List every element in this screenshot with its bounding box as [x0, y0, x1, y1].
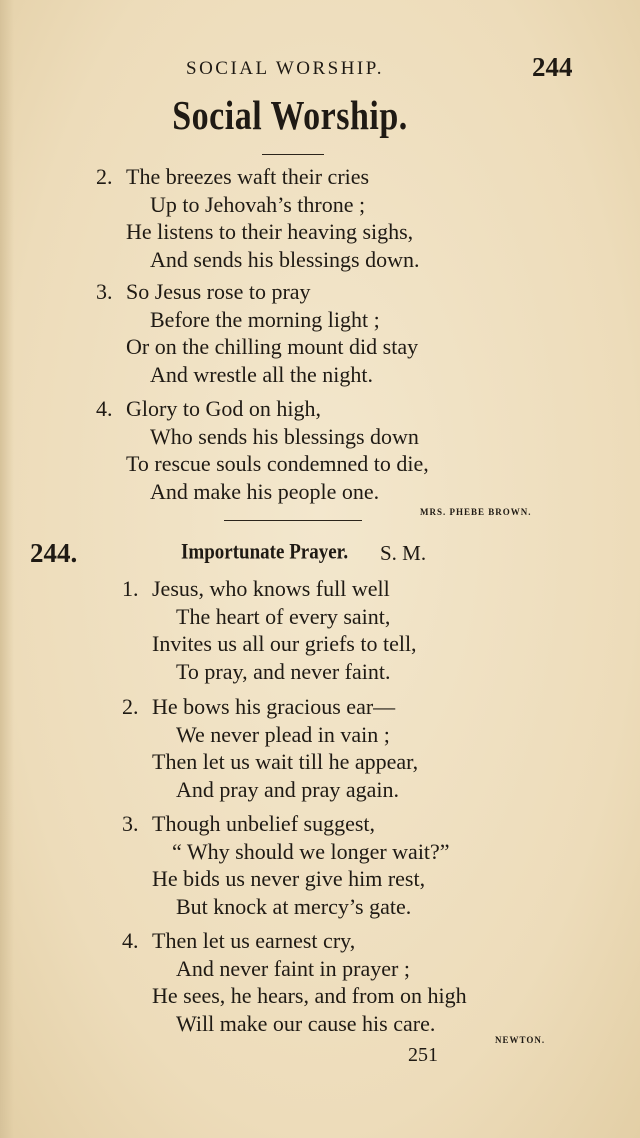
verse-line: The heart of every saint, [176, 603, 391, 629]
verse-line [122, 693, 418, 721]
verse-text: Though unbelief suggest, [152, 811, 376, 836]
verse-line: We never plead in vain ; [176, 721, 390, 747]
verse-number: 1. [122, 576, 139, 601]
page-number: 251 [408, 1044, 438, 1066]
verse-number: 3. [122, 811, 139, 836]
verse-text: He bows his gracious ear— [152, 694, 396, 719]
verse-line [122, 927, 467, 955]
verse-line [96, 278, 418, 306]
verse-number: 3. [96, 279, 113, 304]
verse-line [122, 810, 450, 838]
verse-line [122, 575, 417, 603]
verse-line: Then let us wait till he appear, [152, 749, 419, 774]
verse-text: So Jesus rose to pray [126, 279, 311, 304]
verse-text: Then let us earnest cry, [152, 928, 356, 953]
verse-number: 2. [122, 694, 139, 719]
verse-number: 2. [96, 164, 113, 189]
verse-line: Up to Jehovah’s throne ; [150, 191, 366, 217]
verse-line: But knock at mercy’s gate. [176, 893, 412, 919]
running-head: SOCIAL WORSHIP. [186, 58, 384, 79]
verse-text: The breezes waft their cries [126, 164, 370, 189]
verse-line: Who sends his blessings down [150, 423, 419, 449]
verse-line: And make his people one. [150, 478, 380, 504]
hymn-verse-4 [122, 927, 467, 1037]
verse-line: And sends his blessings down. [150, 246, 420, 272]
verse-3 [96, 278, 418, 388]
title-divider [262, 154, 324, 155]
verse-number: 4. [122, 928, 139, 953]
verse-number: 4. [96, 396, 113, 421]
verse-line: To rescue souls condemned to die, [126, 451, 429, 476]
author-credit: NEWTON. [495, 1035, 546, 1045]
hymn-divider [224, 520, 362, 521]
verse-4 [96, 395, 429, 505]
verse-line: And never faint in prayer ; [176, 955, 410, 981]
verse-line: Or on the chilling mount did stay [126, 334, 419, 359]
verse-line [96, 163, 420, 191]
section-title: Social Worship. [172, 94, 408, 139]
verse-line: Will make our cause his care. [176, 1010, 436, 1036]
verse-line: Before the morning light ; [150, 306, 380, 332]
hymn-number: 244. [30, 538, 78, 568]
header-hymn-number: 244 [532, 52, 573, 82]
verse-2 [96, 163, 420, 273]
verse-line: He listens to their heaving sighs, [126, 219, 414, 244]
hymn-verse-3 [122, 810, 450, 920]
verse-line: He sees, he hears, and from on high [152, 983, 467, 1008]
hymn-meter: S. M. [380, 541, 427, 565]
author-credit: MRS. PHEBE BROWN. [420, 507, 532, 517]
verse-line [96, 395, 429, 423]
verse-text: Glory to God on high, [126, 396, 321, 421]
verse-line: Invites us all our griefs to tell, [152, 631, 417, 656]
verse-line: And pray and pray again. [176, 776, 399, 802]
verse-line: To pray, and never faint. [176, 658, 391, 684]
verse-line: He bids us never give him rest, [152, 866, 426, 891]
hymn-title: Importunate Prayer. [181, 540, 349, 565]
verse-line: And wrestle all the night. [150, 361, 374, 387]
verse-line: “ Why should we longer wait?” [172, 838, 450, 864]
hymn-verse-2 [122, 693, 418, 803]
hymn-verse-1 [122, 575, 417, 685]
verse-text: Jesus, who knows full well [152, 576, 390, 601]
page-gutter-shadow [0, 0, 14, 1138]
